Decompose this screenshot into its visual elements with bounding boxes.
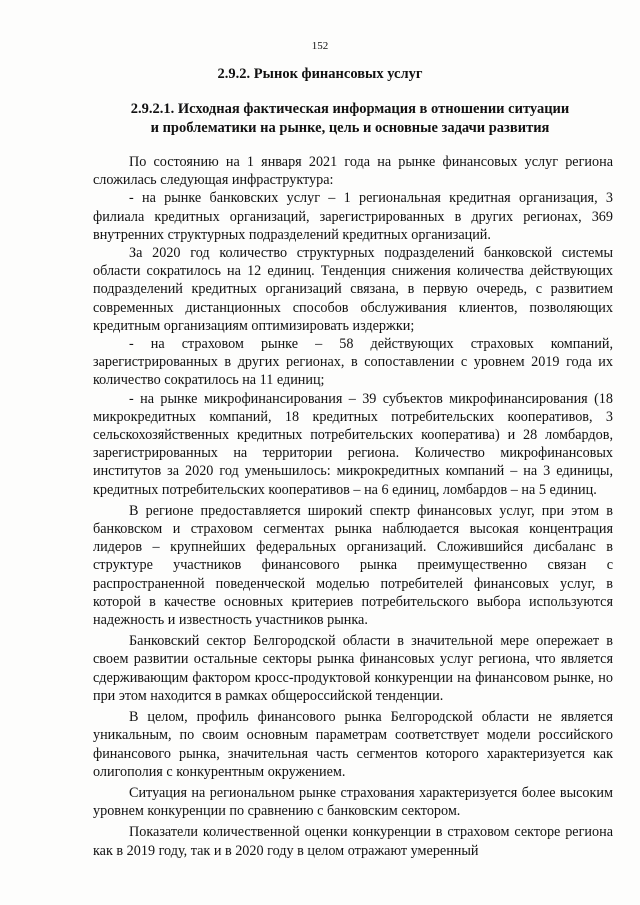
subsection-title-line-1: 2.9.2.1. Исходная фактическая информация в отношении ситуации bbox=[130, 101, 570, 117]
paragraph-banking: - на рынке банковских услуг – 1 региональная кредитная организация, 3 филиала кредитных организаций, зарегистрированных в других регионах, 369 внутренних структурных подразделений кредитных организаций. bbox=[93, 190, 613, 243]
page-number: 152 bbox=[311, 40, 329, 52]
subsection-title bbox=[80, 100, 620, 138]
body-text bbox=[93, 153, 613, 860]
paragraph-insurance: - на страховом рынке – 58 действующих страховых компаний, зарегистрированных в других регионах, в сопоставлении с уровнем 2019 года их количество сократилось на 11 единиц; bbox=[93, 336, 613, 389]
section-title: 2.9.2. Рынок финансовых услуг bbox=[217, 66, 423, 82]
paragraph-microfinance: - на рынке микрофинансирования – 39 субъектов микрофинансирования (18 микрокредитных компаний, 18 кредитных потребительских кооперативов, 3 сельскохозяйственных кредитных потребительских кооператива) и 28 ломбардов, зарегистрированных на территории региона. Количество микрофинансовых институтов за 2020 год уменьшилось: микрокредитных компаний – на 3 единицы, кредитных потребительских кооперативов – на 6 единиц, ломбардов – на 5 единиц. bbox=[93, 390, 613, 498]
paragraph-banking-dynamics: За 2020 год количество структурных подразделений банковской системы области сократилось на 12 единиц. Тенденция снижения количества действующих подразделений кредитных организаций связана, в первую очередь, с развитием современных дистанционных способов обслуживания клиентов, позволяющих кредитным организациям оптимизировать издержки; bbox=[93, 245, 613, 334]
paragraph-services-spectrum: В регионе предоставляется широкий спектр финансовых услуг, при этом в банковском и страховом сегментах рынка наблюдается высокая концентрация лидеров – крупнейших федеральных организаций. Сложившийся дисбаланс в структуре участников финансового рынка преимущественно связан с распространенной поведенческой моделью потребителей финансовых услуг, в которой в качестве основных критериев потребительского выбора используются надежность и известность участников рынка. bbox=[93, 502, 613, 629]
paragraph-market-profile: В целом, профиль финансового рынка Белгородской области не является уникальным, по своим основным параметрам соответствует модели российского финансового рынка, значительная часть сегментов которого характеризуется как олигополия с конкурентным окружением. bbox=[93, 709, 613, 780]
subsection-title-line-2: и проблематики на рынке, цель и основные задачи развития bbox=[150, 120, 550, 136]
paragraph-insurance-competition: Ситуация на региональном рынке страхования характеризуется более высоким уровнем конкуренции по сравнению с банковским сектором. bbox=[93, 784, 613, 820]
paragraph-indicators: Показатели количественной оценки конкуренции в страховом секторе региона как в 2019 году, так и в 2020 году в целом отражают умеренный bbox=[93, 824, 613, 859]
paragraph-intro: По состоянию на 1 января 2021 года на рынке финансовых услуг региона сложилась следующая инфраструктура: bbox=[93, 154, 613, 189]
paragraph-banking-sector: Банковский сектор Белгородской области в значительной мере опережает в своем развитии остальные секторы рынка финансовых услуг региона, что является сдерживающим фактором кросс-продуктовой конкуренции на финансовом рынке, но при этом находится в рамках общероссийской тенденции. bbox=[93, 633, 613, 704]
